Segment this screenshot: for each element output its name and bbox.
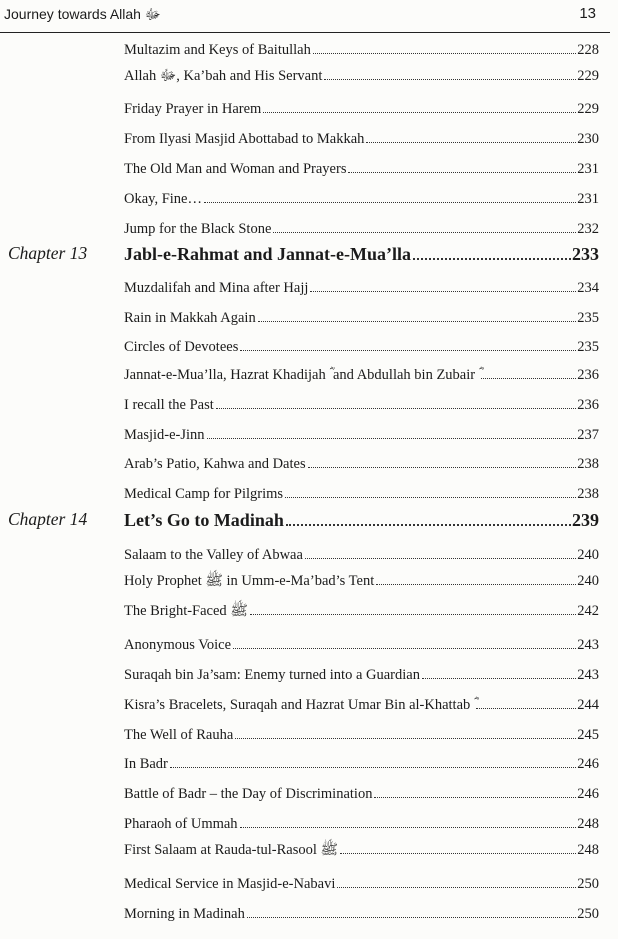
entry-page-number: 235 xyxy=(577,310,599,326)
toc-entry xyxy=(0,419,618,447)
entry-title: Arab’s Patio, Kahwa and Dates xyxy=(124,456,306,472)
toc-entry xyxy=(0,331,618,359)
toc-line xyxy=(124,667,599,684)
page-header xyxy=(0,0,618,34)
entry-page-number: 246 xyxy=(577,756,599,772)
entry-title: Pharaoh of Ummah xyxy=(124,816,238,832)
entry-page-number: 240 xyxy=(577,573,599,589)
toc-line xyxy=(124,816,599,833)
dot-leader xyxy=(374,797,576,798)
entry-title: The Bright-Faced ﷺ xyxy=(124,603,248,619)
entry-title: The Old Man and Woman and Prayers xyxy=(124,161,347,177)
toc-line xyxy=(124,486,599,503)
toc-entry xyxy=(0,272,618,300)
dot-leader xyxy=(207,438,577,439)
dot-leader xyxy=(258,321,577,322)
dot-leader xyxy=(376,584,576,585)
entry-title: Battle of Badr – the Day of Discrimination xyxy=(124,786,373,802)
entry-title: In Badr xyxy=(124,756,168,772)
dot-leader xyxy=(305,558,576,559)
toc-entry xyxy=(0,478,618,506)
entry-page-number: 231 xyxy=(577,161,599,177)
dot-leader xyxy=(263,112,576,113)
chapter-heading-row xyxy=(0,506,618,534)
dot-leader xyxy=(247,917,576,918)
entry-page-number: 245 xyxy=(577,727,599,743)
chapter-title: Let’s Go to Madinah xyxy=(124,510,284,530)
entry-page-number: 242 xyxy=(577,603,599,619)
entry-title: Rain in Makkah Again xyxy=(124,310,256,326)
entry-page-number: 228 xyxy=(577,42,599,58)
toc-line xyxy=(124,161,599,178)
toc-entry xyxy=(0,808,618,836)
entry-page-number: 239 xyxy=(572,510,599,530)
entry-title: Muzdalifah and Mina after Hajj xyxy=(124,280,309,296)
dot-leader xyxy=(240,827,577,828)
dot-leader xyxy=(285,497,576,498)
toc-line xyxy=(124,547,599,564)
entry-title: First Salaam at Rauda-tul-Rasool ﷺ xyxy=(124,842,339,858)
toc-line xyxy=(124,637,599,654)
entry-page-number: 234 xyxy=(577,280,599,296)
toc-entry xyxy=(0,539,618,567)
chapter-label: Chapter 14 xyxy=(8,509,88,529)
dot-leader xyxy=(413,258,571,260)
toc-line xyxy=(124,841,599,862)
entry-page-number: 238 xyxy=(577,456,599,472)
dot-leader xyxy=(337,887,576,888)
toc-entry xyxy=(0,153,618,181)
entry-page-number: 235 xyxy=(577,339,599,355)
entry-page-number: 238 xyxy=(577,486,599,502)
entry-page-number: 236 xyxy=(577,367,599,383)
entry-page-number: 229 xyxy=(577,68,599,84)
dot-leader xyxy=(235,738,576,739)
toc-line xyxy=(124,906,599,923)
dot-leader xyxy=(481,378,577,379)
dot-leader xyxy=(286,524,571,526)
dot-leader xyxy=(308,467,577,468)
toc-line xyxy=(124,756,599,773)
entry-title: From Ilyasi Masjid Abottabad to Makkah xyxy=(124,131,365,147)
toc-entry xyxy=(0,778,618,806)
dot-leader xyxy=(233,648,576,649)
entry-title: Suraqah bin Ja’sam: Enemy turned into a Guardian xyxy=(124,667,420,683)
toc-line xyxy=(124,67,599,88)
entry-page-number: 250 xyxy=(577,876,599,892)
dot-leader xyxy=(348,172,576,173)
running-title: Journey towards Allah ﷻ xyxy=(4,6,161,22)
toc-line xyxy=(124,572,599,593)
toc-entry xyxy=(0,448,618,476)
toc-entry xyxy=(0,719,618,747)
toc-line xyxy=(124,727,599,744)
chapter-title: Jabl-e-Rahmat and Jannat-e-Mua’lla xyxy=(124,244,411,264)
dot-leader xyxy=(313,53,576,54)
entry-title: I recall the Past xyxy=(124,397,214,413)
toc-entry xyxy=(0,183,618,211)
page-number: 13 xyxy=(579,5,596,22)
toc-entry xyxy=(0,123,618,151)
toc-entry xyxy=(0,213,618,241)
entry-title: Okay, Fine… xyxy=(124,191,202,207)
dot-leader xyxy=(204,202,576,203)
toc-line xyxy=(124,42,599,59)
entry-title: Circles of Devotees xyxy=(124,339,239,355)
toc-entry xyxy=(0,748,618,776)
dot-leader xyxy=(273,232,576,233)
entry-title: Holy Prophet ﷺ in Umm-e-Ma’bad’s Tent xyxy=(124,573,375,589)
toc-line xyxy=(124,221,599,238)
entry-page-number: 232 xyxy=(577,221,599,237)
toc-line xyxy=(124,456,599,473)
dot-leader xyxy=(366,142,576,143)
entry-page-number: 243 xyxy=(577,637,599,653)
toc-entry xyxy=(0,302,618,330)
entry-page-number: 246 xyxy=(577,786,599,802)
toc-entry xyxy=(0,598,618,626)
entry-page-number: 236 xyxy=(577,397,599,413)
entry-page-number: 250 xyxy=(577,906,599,922)
toc-line xyxy=(124,427,599,444)
dot-leader xyxy=(216,408,576,409)
toc-line xyxy=(124,191,599,208)
toc-line xyxy=(124,367,599,384)
entry-title: Allah ﷻ, Ka’bah and His Servant xyxy=(124,68,323,84)
entry-title: Kisra’s Bracelets, Suraqah and Hazrat Umar Bin al-Khattab ؓ xyxy=(124,697,474,713)
toc-entry xyxy=(0,898,618,926)
toc-entry xyxy=(0,837,618,865)
chapter-label: Chapter 13 xyxy=(8,243,88,263)
entry-page-number: 233 xyxy=(572,244,599,264)
toc-entry xyxy=(0,34,618,62)
header-rule xyxy=(0,32,610,33)
entry-title: Jannat-e-Mua’lla, Hazrat Khadijah ؓ and Abdullah bin Zubair ؓ xyxy=(124,367,479,383)
entry-title: Anonymous Voice xyxy=(124,637,232,653)
dot-leader xyxy=(340,853,576,854)
entry-title: Jump for the Black Stone xyxy=(124,221,272,237)
dot-leader xyxy=(324,79,576,80)
toc-line xyxy=(124,510,599,531)
entry-title: Morning in Madinah xyxy=(124,906,245,922)
toc-line xyxy=(124,397,599,414)
dot-leader xyxy=(240,350,576,351)
entry-title: Masjid-e-Jinn xyxy=(124,427,205,443)
toc-line xyxy=(124,697,599,714)
table-of-contents xyxy=(0,34,618,939)
entry-title: Multazim and Keys of Baitullah xyxy=(124,42,311,58)
toc-line xyxy=(124,101,599,118)
chapter-heading-row xyxy=(0,240,618,268)
entry-title: The Well of Rauha xyxy=(124,727,234,743)
dot-leader xyxy=(170,767,576,768)
entry-title: Salaam to the Valley of Abwaa xyxy=(124,547,303,563)
entry-page-number: 229 xyxy=(577,101,599,117)
toc-line xyxy=(124,602,599,623)
dot-leader xyxy=(310,291,576,292)
entry-page-number: 231 xyxy=(577,191,599,207)
toc-entry xyxy=(0,689,618,717)
dot-leader xyxy=(422,678,576,679)
toc-entry xyxy=(0,659,618,687)
toc-line xyxy=(124,280,599,297)
entry-page-number: 248 xyxy=(577,842,599,858)
entry-page-number: 244 xyxy=(577,697,599,713)
entry-page-number: 240 xyxy=(577,547,599,563)
toc-line xyxy=(124,310,599,327)
toc-line xyxy=(124,339,599,356)
dot-leader xyxy=(476,708,576,709)
entry-title: Medical Camp for Pilgrims xyxy=(124,486,284,502)
toc-entry xyxy=(0,63,618,91)
entry-title: Medical Service in Masjid-e-Nabavi xyxy=(124,876,336,892)
dot-leader xyxy=(250,614,576,615)
toc-entry xyxy=(0,359,618,387)
toc-line xyxy=(124,876,599,893)
toc-entry xyxy=(0,568,618,596)
toc-entry xyxy=(0,629,618,657)
toc-entry xyxy=(0,93,618,121)
entry-title: Friday Prayer in Harem xyxy=(124,101,262,117)
entry-page-number: 248 xyxy=(577,816,599,832)
toc-line xyxy=(124,131,599,148)
toc-entry xyxy=(0,389,618,417)
toc-line xyxy=(124,786,599,803)
entry-page-number: 230 xyxy=(577,131,599,147)
entry-page-number: 243 xyxy=(577,667,599,683)
entry-page-number: 237 xyxy=(577,427,599,443)
toc-line xyxy=(124,244,599,265)
toc-entry xyxy=(0,868,618,896)
